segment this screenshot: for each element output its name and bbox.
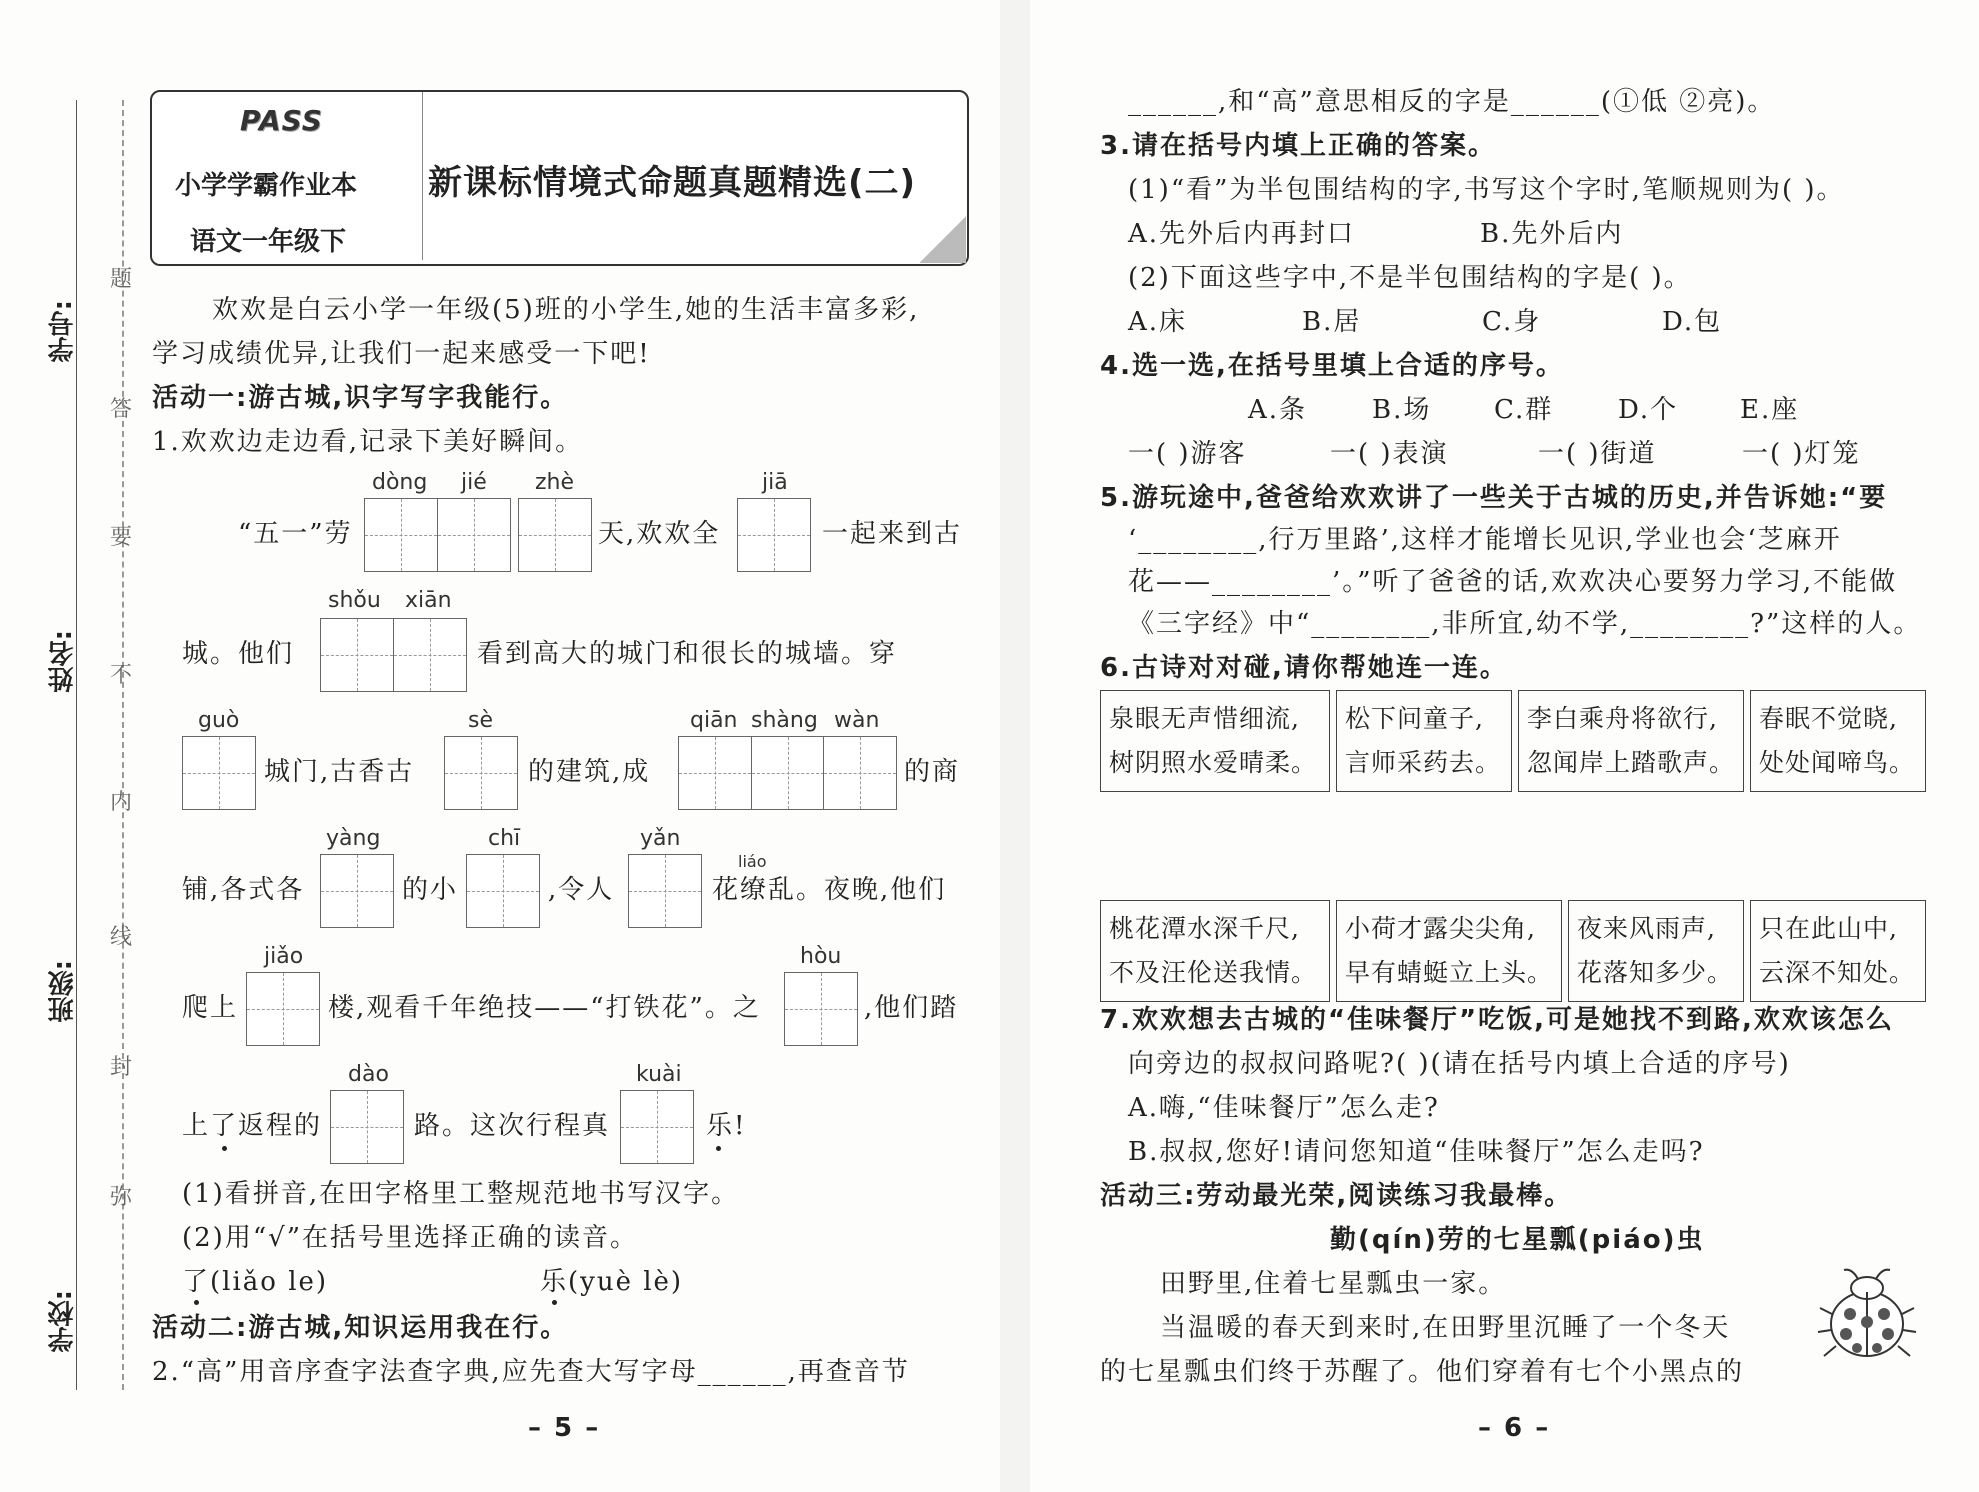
sentence-text: 城。他们 (182, 639, 295, 669)
series-grade: 语文一年级下 (190, 227, 347, 257)
pinyin: sè (468, 708, 493, 733)
emphasis-dot (222, 1146, 227, 1151)
pinyin: wàn (834, 708, 880, 733)
pinyin: chī (488, 826, 521, 851)
sub-question-1: (1)看拼音,在田字格里工整规范地书写汉字。 (182, 1179, 740, 1209)
poem-line: 早有蜻蜓立上头。 (1345, 958, 1554, 987)
poem-line: 不及汪伦送我情。 (1109, 958, 1318, 987)
series-name: 小学学霸作业本 (175, 171, 358, 201)
tianzige-cell[interactable] (678, 736, 752, 810)
activity1-heading: 活动一:游古城,识字写字我能行。 (152, 383, 569, 413)
sentence-text: 花缭乱。夜晚,他们 (712, 875, 947, 905)
class-label: 班级: (48, 960, 78, 1023)
question-3b-option: A.床 (1128, 307, 1188, 337)
tianzige-cell[interactable] (437, 498, 511, 572)
poem-line: 泉眼无声惜细流, (1109, 704, 1300, 733)
sidebar-line (76, 100, 77, 1390)
page-title: 新课标情境式命题真题精选(二) (428, 163, 917, 203)
pinyin: liáo (738, 852, 767, 871)
pinyin: qiān (690, 708, 738, 733)
question-2: 2.“高”用音序查字法查字典,应先查大写字母______,再查音节 (152, 1357, 910, 1387)
tianzige-grid (330, 1090, 403, 1164)
poem-line: 忽闻岸上踏歌声。 (1527, 748, 1736, 777)
pinyin: yàng (326, 826, 381, 851)
pinyin: dào (348, 1062, 389, 1087)
sentence-text: “五一”劳 (238, 519, 353, 549)
question-3b-option: B.居 (1302, 307, 1362, 337)
pinyin: yǎn (640, 826, 681, 851)
question-3a-option: A.先外后内再封口 (1128, 219, 1356, 249)
tianzige-grid (737, 498, 810, 572)
sentence-text: 看到高大的城门和很长的城墙。穿 (477, 639, 898, 669)
tianzige-grid (246, 972, 319, 1046)
sentence-text: 铺,各式各 (182, 875, 305, 905)
question-3: 3.请在括号内填上正确的答案。 (1100, 131, 1496, 161)
sentence-text: 一起来到古 (822, 519, 963, 549)
activity3-heading: 活动三:劳动最光荣,阅读练习我最棒。 (1100, 1181, 1573, 1211)
question-4-option: A.条 (1248, 395, 1308, 425)
tianzige-cell[interactable] (320, 618, 394, 692)
question-5: 5.游玩途中,爸爸给欢欢讲了一些关于古城的历史,并告诉她:“要 (1100, 483, 1888, 513)
tianzige-cell[interactable] (784, 972, 858, 1046)
poem-line: 花落知多少。 (1577, 958, 1734, 987)
question-4-option: D.个 (1618, 395, 1679, 425)
question-7-line: 向旁边的叔叔问路呢?( )(请在括号内填上合适的序号) (1128, 1049, 1791, 1079)
tianzige-cell[interactable] (737, 498, 811, 572)
activity2-heading: 活动二:游古城,知识运用我在行。 (152, 1313, 569, 1343)
poem-card[interactable] (1100, 900, 1330, 1002)
page-number-left: – 5 – (528, 1413, 601, 1443)
page-number-right: – 6 – (1478, 1413, 1551, 1443)
tianzige-cell[interactable] (444, 736, 518, 810)
question-3b-option: D.包 (1662, 307, 1723, 337)
tianzige-cell[interactable] (364, 498, 438, 572)
pinyin: guò (198, 708, 240, 733)
sentence-text: 的小 (402, 875, 459, 905)
pinyin: kuài (636, 1062, 682, 1087)
emphasis-dot (552, 1300, 557, 1305)
poem-card[interactable] (1100, 690, 1330, 792)
sentence-text: 天,欢欢全 (598, 519, 721, 549)
poem-card[interactable] (1750, 900, 1926, 1002)
reading-paragraph: 的七星瓢虫们终于苏醒了。他们穿着有七个小黑点的 (1100, 1357, 1745, 1387)
question-4-option: E.座 (1740, 395, 1800, 425)
tianzige-grid (320, 618, 465, 692)
poem-card[interactable] (1750, 690, 1926, 792)
tianzige-cell[interactable] (620, 1090, 694, 1164)
tianzige-grid (320, 854, 393, 928)
question-1: 1.欢欢边走边看,记录下美好瞬间。 (152, 427, 584, 457)
pinyin: jiǎo (264, 944, 304, 969)
sentence-text: ,令人 (548, 875, 615, 905)
question-4-option: B.场 (1372, 395, 1432, 425)
emphasis-dot (194, 1300, 199, 1305)
poem-line: 言师采药去。 (1345, 748, 1502, 777)
reading-paragraph: 田野里,住着七星瓢虫一家。 (1160, 1269, 1507, 1299)
pinyin: zhè (535, 470, 575, 495)
pass-logo: PASS (240, 104, 323, 137)
ladybug-icon (1812, 1262, 1922, 1372)
tianzige-cell[interactable] (182, 736, 256, 810)
name-label: 姓名: (48, 630, 78, 693)
question-5-line: ‘________,行万里路’,这样才能增长见识,学业也会‘芝麻开 (1128, 525, 1842, 555)
poem-line: 处处闻啼鸟。 (1759, 748, 1916, 777)
tianzige-grid (518, 498, 591, 572)
question-5-line: 《三字经》中“________,非所宜,幼不学,________?”这样的人。 (1128, 609, 1922, 639)
question-4: 4.选一选,在括号里填上合适的序号。 (1100, 351, 1564, 381)
poem-line: 松下问童子, (1345, 704, 1484, 733)
poem-card[interactable] (1336, 690, 1512, 792)
emphasis-dot (716, 1146, 721, 1151)
poem-line: 树阴照水爱晴柔。 (1109, 748, 1318, 777)
seal-char: 不 (110, 663, 133, 688)
sentence-text: 上了返程的 (182, 1111, 323, 1141)
seal-char: 内 (110, 790, 133, 815)
seal-char: 线 (110, 925, 133, 950)
intro-line-1: 欢欢是白云小学一年级(5)班的小学生,她的生活丰富多彩, (212, 295, 920, 325)
pinyin: dòng (372, 470, 428, 495)
question-4-blank[interactable]: 一( )灯笼 (1742, 439, 1861, 469)
poem-card[interactable] (1568, 900, 1744, 1002)
tianzige-cell[interactable] (330, 1090, 404, 1164)
poem-card[interactable] (1518, 690, 1744, 792)
question-2-continued: ______,和“高”意思相反的字是______(①低 ②亮)。 (1128, 87, 1776, 117)
school-label: 学校: (48, 1290, 78, 1353)
poem-line: 春眠不觉晓, (1759, 704, 1898, 733)
poem-card[interactable] (1336, 900, 1562, 1002)
tianzige-cell[interactable] (751, 736, 825, 810)
tianzige-cell[interactable] (466, 854, 540, 928)
poem-line: 李白乘舟将欲行, (1527, 704, 1718, 733)
sentence-text: ,他们踏 (864, 993, 959, 1023)
pinyin: jié (461, 470, 487, 495)
sentence-text: 乐! (706, 1111, 747, 1141)
header-divider (422, 92, 423, 260)
tianzige-grid (466, 854, 539, 928)
reading-title: 勤(qín)劳的七星瓢(piáo)虫 (1330, 1225, 1705, 1255)
question-3a: (1)“看”为半包围结构的字,书写这个字时,笔顺规则为( )。 (1128, 175, 1845, 205)
poem-line: 只在此山中, (1759, 914, 1898, 943)
question-4-option: C.群 (1494, 395, 1554, 425)
sentence-text: 的建筑,成 (528, 757, 651, 787)
pinyin: hòu (800, 944, 842, 969)
tianzige-grid (678, 736, 896, 810)
question-7-option: A.嗨,“佳味餐厅”怎么走? (1128, 1093, 1440, 1123)
number-label: 学号: (48, 300, 78, 363)
tianzige-cell[interactable] (823, 736, 897, 810)
poem-line: 夜来风雨声, (1577, 914, 1716, 943)
question-4-blank[interactable]: 一( )街道 (1538, 439, 1657, 469)
reading-choice-1[interactable]: 了(liǎo le) (182, 1267, 329, 1297)
tianzige-cell[interactable] (518, 498, 592, 572)
tianzige-grid (364, 498, 509, 572)
reading-paragraph: 当温暖的春天到来时,在田野里沉睡了一个冬天 (1160, 1313, 1731, 1343)
poem-line: 云深不知处。 (1759, 958, 1916, 987)
pinyin: shàng (751, 708, 818, 733)
tianzige-cell[interactable] (246, 972, 320, 1046)
seal-char: 答 (110, 397, 133, 422)
seal-char: 弥 (110, 1185, 133, 1210)
tianzige-cell[interactable] (320, 854, 394, 928)
tianzige-grid (628, 854, 701, 928)
question-6: 6.古诗对对碰,请你帮她连一连。 (1100, 653, 1508, 683)
sentence-text: 爬上 (182, 993, 239, 1023)
tianzige-grid (784, 972, 857, 1046)
sentence-text: 的商 (904, 757, 961, 787)
pinyin: jiā (762, 470, 788, 495)
pinyin: xiān (405, 588, 452, 613)
ladybug-drawing (1818, 1270, 1916, 1356)
question-3b-option: C.身 (1482, 307, 1542, 337)
seal-char: 题 (110, 267, 133, 292)
question-7: 7.欢欢想去古城的“佳味餐厅”吃饭,可是她找不到路,欢欢该怎么 (1100, 1005, 1894, 1035)
question-3a-option: B.先外后内 (1480, 219, 1624, 249)
header-fold (920, 215, 966, 263)
tianzige-grid (444, 736, 517, 810)
intro-line-2: 学习成绩优异,让我们一起来感受一下吧! (152, 339, 651, 369)
pinyin: shǒu (328, 588, 381, 613)
question-4-blank[interactable]: 一( )游客 (1128, 439, 1247, 469)
tianzige-grid (620, 1090, 693, 1164)
question-7-option: B.叔叔,您好!请问您知道“佳味餐厅”怎么走吗? (1128, 1137, 1705, 1167)
poem-line: 桃花潭水深千尺, (1109, 914, 1300, 943)
sentence-text: 城门,古香古 (264, 757, 415, 787)
tianzige-cell[interactable] (628, 854, 702, 928)
sentence-text: 路。这次行程真 (414, 1111, 611, 1141)
question-5-line: 花——________’。”听了爸爸的话,欢欢决心要努力学习,不能做 (1128, 567, 1898, 597)
poem-line: 小荷才露尖尖角, (1345, 914, 1536, 943)
question-3b: (2)下面这些字中,不是半包围结构的字是( )。 (1128, 263, 1692, 293)
sub-question-2: (2)用“√”在括号里选择正确的读音。 (182, 1223, 638, 1253)
question-4-blank[interactable]: 一( )表演 (1330, 439, 1449, 469)
tianzige-cell[interactable] (393, 618, 467, 692)
reading-choice-2[interactable]: 乐(yuè lè) (540, 1267, 684, 1297)
sentence-text: 楼,观看千年绝技——“打铁花”。之 (328, 993, 761, 1023)
seal-char: 要 (110, 525, 133, 550)
tianzige-grid (182, 736, 255, 810)
seal-char: 封 (110, 1055, 133, 1080)
